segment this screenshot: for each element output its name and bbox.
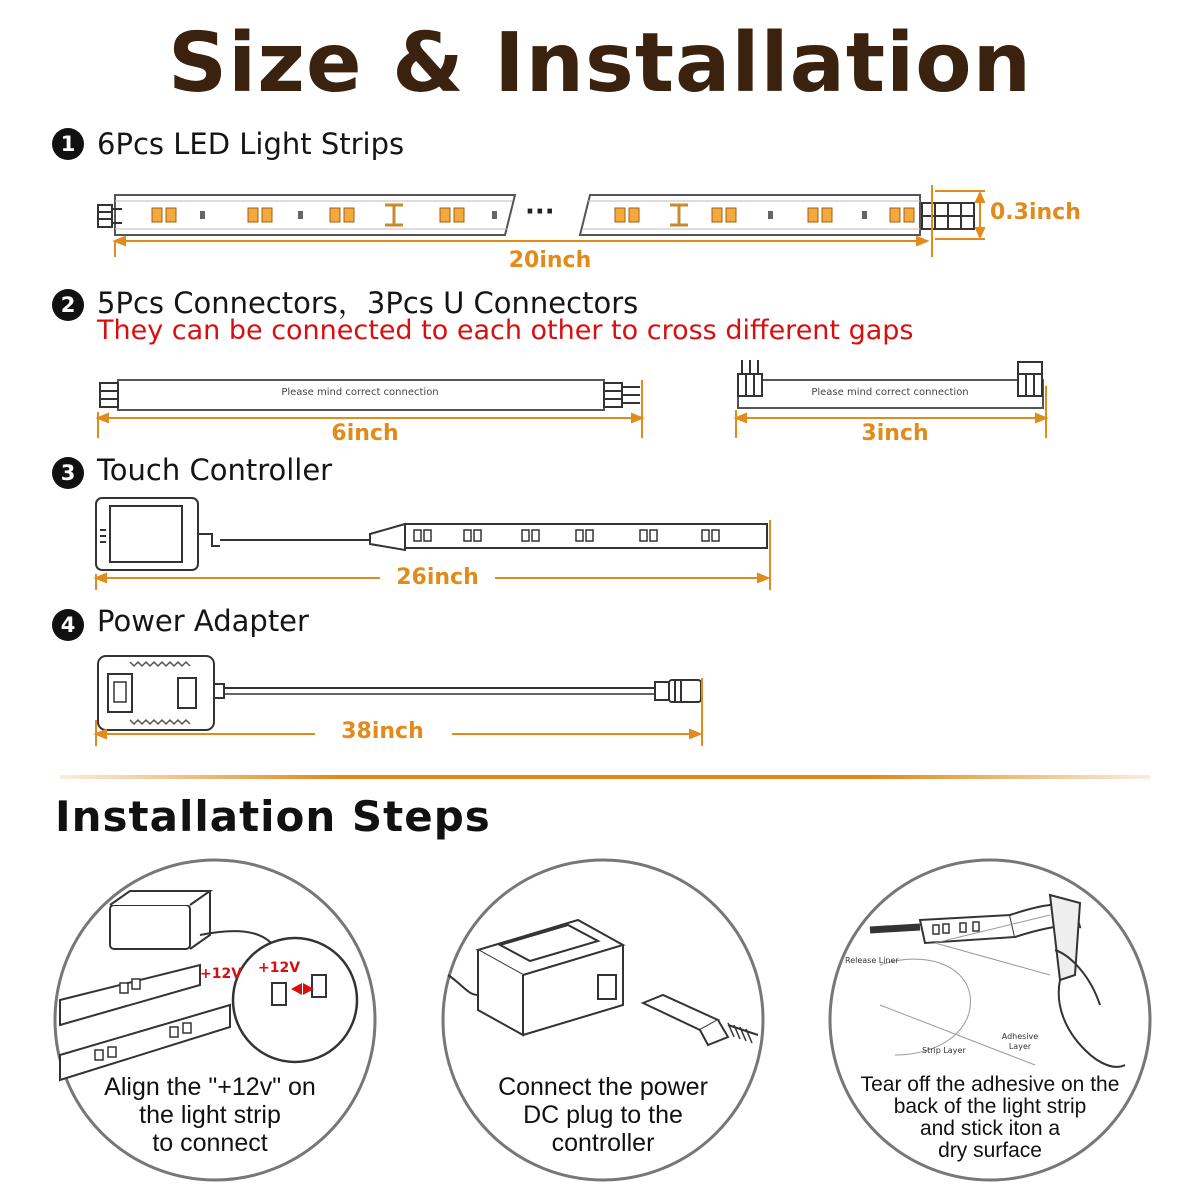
connectors-diagram: [0, 350, 1200, 450]
section-divider: [60, 775, 1150, 779]
section-2-note: They can be connected to each other to cross different gaps: [97, 315, 914, 346]
strip-width-label: 0.3inch: [990, 200, 1081, 225]
power-adapter-diagram: [0, 650, 1200, 750]
step-2-caption: [458, 1073, 748, 1157]
section-1-number: 1: [52, 128, 84, 160]
step-3-caption-line-3: and stick iton a: [919, 1117, 1061, 1140]
section-4-label: Power Adapter: [97, 604, 309, 638]
section-3-number: 3: [52, 457, 84, 489]
u-connector-print-text: Please mind correct connection: [811, 387, 969, 398]
section-2-label: 5Pcs Connectors，3Pcs U Connectors: [97, 286, 639, 320]
step-2-caption-line-3: controller: [551, 1129, 655, 1157]
section-4-number: 4: [52, 609, 84, 641]
step-2-caption-line-2: DC plug to the: [523, 1101, 683, 1129]
step-3-caption-line-1: Tear off the adhesive on the: [860, 1073, 1120, 1096]
release-liner-label: Release Liner: [845, 956, 899, 965]
strip-layer-label: Strip Layer: [922, 1046, 966, 1055]
adhesive-layer-label: Adhesive Layer: [1001, 1032, 1039, 1051]
section-1-label: 6Pcs LED Light Strips: [97, 127, 405, 161]
step-1-polarity-right: +12V: [258, 960, 301, 976]
adapter-box: [98, 656, 224, 730]
strip-ellipsis: ···: [525, 197, 555, 227]
step-3-caption-line-2: back of the light strip: [893, 1095, 1087, 1118]
strip-plug-right: [922, 203, 974, 229]
connector-length-label: 6inch: [331, 421, 399, 446]
step-1-caption-line-2: the light strip: [139, 1101, 281, 1129]
touch-controller-diagram: [0, 490, 1200, 600]
step-1-caption-line-3: to connect: [152, 1129, 268, 1157]
section-2-number: 2: [52, 289, 84, 321]
connector-print-text: Please mind correct connection: [281, 387, 439, 398]
adapter-length-label: 38inch: [341, 719, 424, 744]
step-3-caption: [845, 1074, 1135, 1162]
step-2-caption-line-1: Connect the power: [498, 1073, 708, 1101]
controller-box: [96, 498, 220, 570]
dc-plug: [655, 680, 701, 702]
installation-steps-title: Installation Steps: [55, 792, 491, 841]
controller-length-label: 26inch: [396, 565, 479, 590]
u-connector-length-label: 3inch: [861, 421, 929, 446]
section-3-label: Touch Controller: [97, 453, 333, 487]
step-3-caption-line-4: dry surface: [938, 1139, 1042, 1162]
controller-strip: [405, 524, 767, 548]
strip-length-label: 20inch: [508, 248, 592, 273]
step-1-caption-line-1: Align the "+12v" on: [104, 1073, 316, 1101]
page-title: Size & Installation: [168, 16, 1032, 111]
step-1-polarity-left: +12V: [200, 966, 243, 982]
step-1-caption: [70, 1073, 350, 1157]
